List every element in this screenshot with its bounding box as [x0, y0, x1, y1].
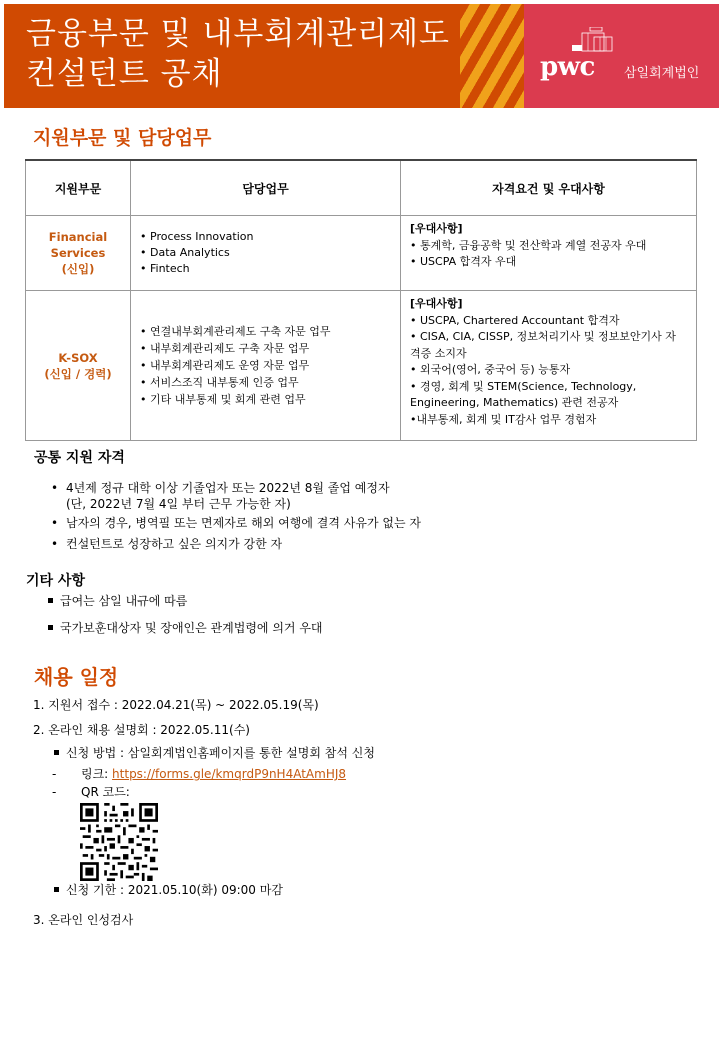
duty-item: • 기타 내부통제 및 회계 관련 업무 — [140, 391, 399, 408]
duty-item: • 연결내부회계관리제도 구축 자문 업무 — [140, 323, 399, 340]
header-stripes — [460, 4, 524, 108]
area-hire-type: (신입) — [61, 262, 95, 276]
duty-item: • Process Innovation — [140, 229, 399, 245]
section-title-positions: 지원부문 및 담당업무 — [33, 127, 212, 149]
square-bullet-icon — [54, 887, 59, 892]
section-title-schedule: 채용 일정 — [34, 665, 119, 689]
qualification-item: • 외국어(영어, 중국어 등) 능통자 — [410, 363, 571, 376]
section-title-common: 공통 지원 자격 — [34, 450, 125, 466]
schedule-deadline: 신청 기한 : 2021.05.10(화) 09:00 마감 — [66, 883, 283, 897]
section-title-etc: 기타 사항 — [26, 573, 85, 589]
dash-icon: - — [52, 767, 57, 781]
square-bullet-icon — [48, 598, 53, 603]
duty-item: • Data Analytics — [140, 245, 399, 261]
page-title — [26, 14, 450, 94]
link-row — [81, 766, 346, 782]
table-row — [26, 216, 697, 291]
preference-label: [우대사항] — [410, 222, 463, 235]
common-item: 컨설턴트로 성장하고 싶은 의지가 강한 자 — [66, 537, 283, 551]
qualification-item: • USCPA 합격자 우대 — [410, 255, 517, 268]
qr-label: QR 코드: — [81, 785, 130, 799]
area-name: Services — [50, 246, 106, 260]
schedule-method: 신청 방법 : 삼일회계법인홈페이지를 통한 설명회 참석 신청 — [66, 746, 375, 760]
qr-code-icon[interactable] — [80, 803, 158, 881]
qualifications-cell — [401, 291, 697, 441]
schedule-item: 3. 온라인 인성검사 — [33, 913, 134, 927]
duty-item: • Fintech — [140, 261, 399, 277]
qualification-item: • USCPA, Chartered Accountant 합격자 — [410, 313, 620, 327]
bullet-icon: • — [51, 516, 59, 530]
firm-name: 삼일회계법인 — [624, 66, 700, 81]
bullet-icon: • — [51, 481, 59, 495]
duty-item: • 내부회계관리제도 구축 자문 업무 — [140, 340, 399, 357]
area-hire-type: (신입 / 경력) — [44, 366, 112, 381]
duty-item: • 내부회계관리제도 운영 자문 업무 — [140, 357, 399, 374]
etc-item: 급여는 삼일 내규에 따름 — [60, 594, 188, 608]
column-header-area: 지원부문 — [26, 160, 131, 216]
header-logo-block — [524, 4, 719, 108]
registration-link[interactable]: https://forms.gle/kmqrdP9nH4AtAmHJ8 — [112, 767, 347, 781]
title-line-1: 금융부문 및 내부회계관리제도 — [26, 16, 451, 52]
duties-cell — [131, 291, 401, 441]
header-title-block — [4, 4, 460, 108]
qualification-item: • 경영, 회계 및 STEM(Science, Technology, Engineering, Mathematics) 관련 전공자 — [410, 379, 637, 409]
schedule-item: 2. 온라인 채용 설명회 : 2022.05.11(수) — [33, 723, 250, 737]
pwc-logo-blocks-icon — [568, 27, 616, 53]
qualifications-cell — [401, 216, 697, 291]
pwc-logo: pwc — [540, 52, 595, 82]
bullet-icon: • — [51, 537, 59, 551]
square-bullet-icon — [54, 750, 59, 755]
common-item: 남자의 경우, 병역필 또는 면제자로 해외 여행에 결격 사유가 없는 자 — [66, 516, 421, 530]
common-item-note: (단, 2022년 7월 4일 부터 근무 가능한 자) — [66, 497, 291, 511]
table-header-row — [26, 160, 697, 216]
etc-item: 국가보훈대상자 및 장애인은 관계법령에 의거 우대 — [60, 621, 323, 635]
duty-item: • 서비스조직 내부통제 인증 업무 — [140, 374, 399, 391]
link-label: 링크: — [81, 767, 113, 781]
area-name: K-SOX — [58, 350, 98, 365]
preference-label: [우대사항] — [410, 297, 463, 310]
duties-cell — [131, 216, 401, 291]
table-row — [26, 291, 697, 441]
area-name: Financial — [48, 230, 108, 244]
qualification-item: • 통계학, 금융공학 및 전산학과 계열 전공자 우대 — [410, 238, 647, 252]
common-item: 4년제 정규 대학 이상 기졸업자 또는 2022년 8월 졸업 예정자 — [66, 481, 390, 495]
area-cell — [26, 216, 131, 291]
area-cell — [26, 291, 131, 441]
qualification-item: • CISA, CIA, CISSP, 정보처리기사 및 정보보안기사 자격증 소지자 — [410, 330, 676, 360]
positions-table — [25, 159, 697, 441]
column-header-qualifications: 자격요건 및 우대사항 — [401, 160, 697, 216]
column-header-duties: 담당업무 — [131, 160, 401, 216]
title-line-2: 컨설턴트 공채 — [26, 56, 223, 92]
schedule-item: 1. 지원서 접수 : 2022.04.21(목) ~ 2022.05.19(목) — [33, 698, 319, 712]
dash-icon: - — [52, 785, 57, 799]
qualification-item: •내부통제, 회계 및 IT감사 업무 경험자 — [410, 412, 597, 426]
square-bullet-icon — [48, 625, 53, 630]
header-banner — [4, 4, 719, 108]
